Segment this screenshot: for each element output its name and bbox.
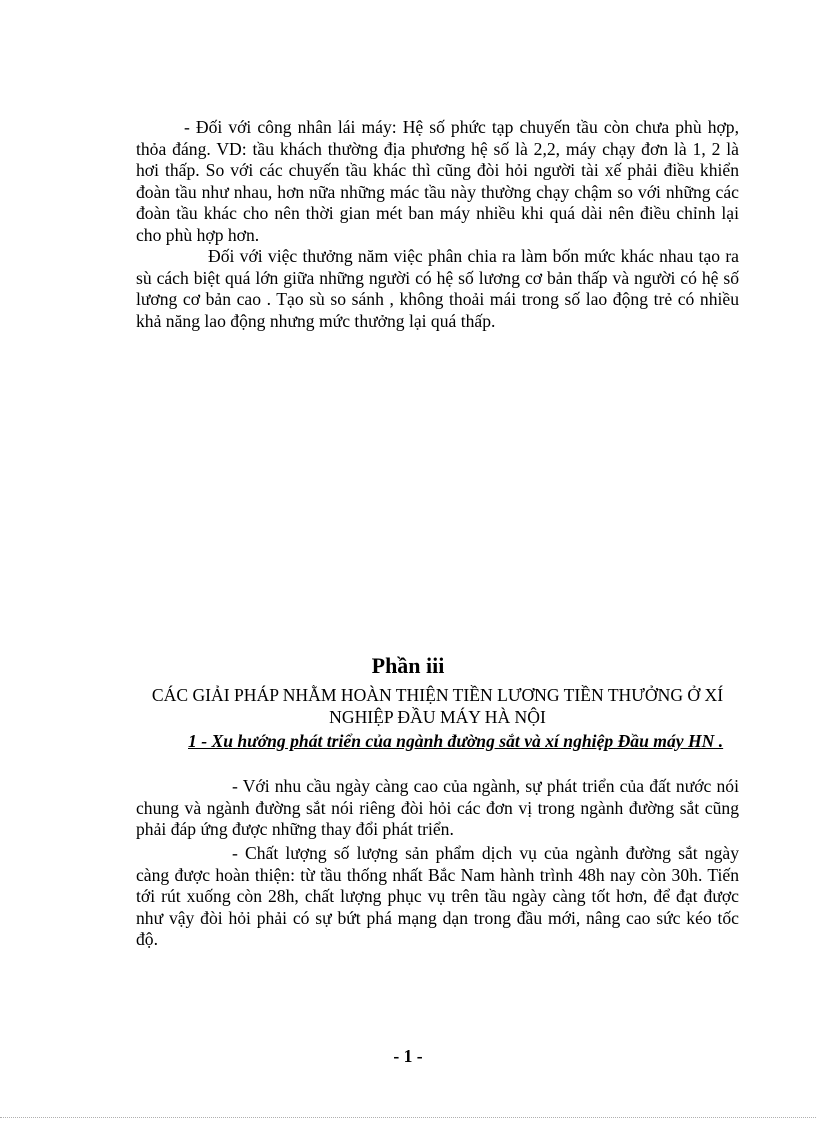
paragraph-text: - Đối với công nhân lái máy: Hệ số phức tạp chuyến tầu còn chưa phù hợp, thỏa đáng. VD: tầu khách thường địa phương hệ số là 2,2, máy chạy đơn là 1, 2 là hơi thấp. So với các chuyến tầu khác thì cũng đòi hỏi người tài xế phải điều khiển đoàn tầu như nhau, hơn nữa những mác tầu này thường chạy chậm so với những các đoàn tầu khác cho nên thời gian mét ban máy nhiều khi quá dài nên điều chỉnh lại cho phù hợp hơn. <box>136 117 739 245</box>
paragraph-text: Đối với việc thưởng năm việc phân chia ra làm bốn mức khác nhau tạo ra sù cách biệt quá lớn giữa những người có hệ số lương cơ bản thấp và người có hệ số lương cơ bản cao . Tạo sù so sánh , không thoải mái trong số lao động trẻ có nhiều khả năng lao động nhưng mức thưởng lại quá thấp. <box>136 246 739 331</box>
paragraph-annual-bonus <box>136 246 739 332</box>
section-subtitle: CÁC GIẢI PHÁP NHẰM HOÀN THIỆN TIỀN LƯƠNG TIỀN THƯỞNG Ở XÍ NGHIỆP ĐẦU MÁY HÀ NỘI <box>151 685 724 727</box>
page-bottom-divider <box>0 1117 816 1118</box>
page-number: - 1 - <box>393 1046 423 1066</box>
paragraph-industry-demand <box>136 776 739 841</box>
paragraph-service-quality <box>136 843 739 951</box>
paragraph-text: - Với nhu cầu ngày càng cao của ngành, sự phát triển của đất nước nói chung và ngành đường sắt nói riêng đòi hỏi các đơn vị trong ngành đường sắt cũng phải đáp ứng được những thay đổi phát triển. <box>136 776 739 839</box>
section-title: Phần iii <box>371 653 445 678</box>
heading-development-trends: 1 - Xu hướng phát triển của ngành đường sắt và xí nghiệp Đầu máy HN . <box>188 731 724 751</box>
paragraph-text: - Chất lượng số lượng sản phẩm dịch vụ của ngành đường sắt ngày càng được hoàn thiện: từ tầu thống nhất Bắc Nam hành trình 48h nay còn 30h. Tiến tới rút xuống còn 28h, chất lượng phục vụ trên tầu ngày càng tốt hơn, để đạt được như vậy đòi hỏi phải có sự bứt phá mạng dạn trong đầu mới, nâng cao sức kéo tốc độ. <box>136 843 739 949</box>
paragraph-locomotive-drivers <box>136 117 739 246</box>
